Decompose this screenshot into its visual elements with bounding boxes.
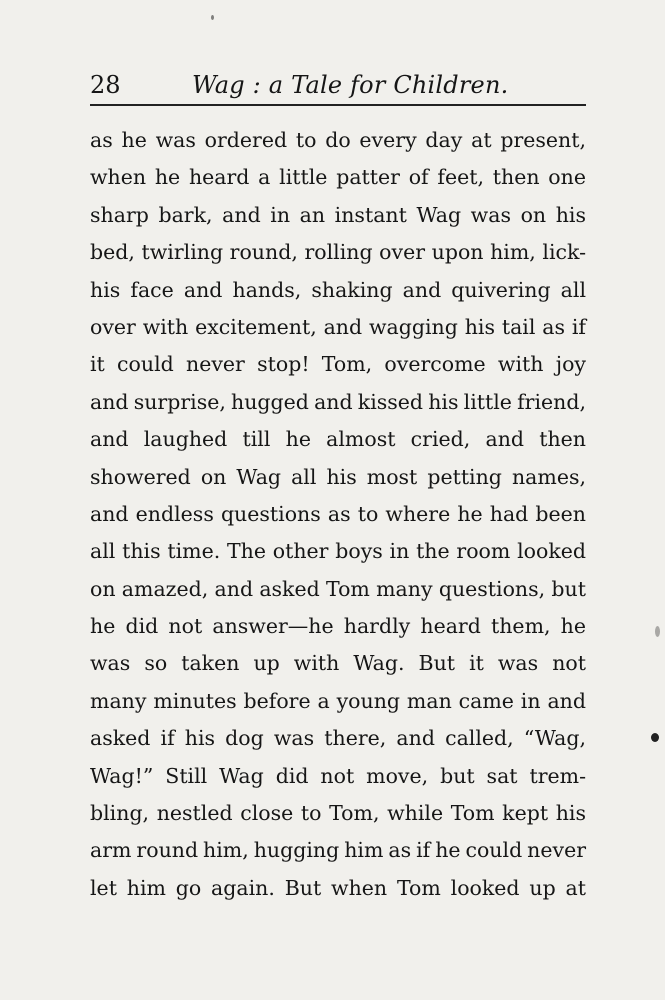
text-line: bling, nestled close to Tom, while Tom kept his xyxy=(90,801,586,826)
text-line: it could never stop! Tom, overcome with joy xyxy=(90,352,586,377)
text-line: and endless questions as to where he had been xyxy=(90,501,586,526)
page-header xyxy=(90,68,586,106)
text-line: on amazed, and asked Tom many questions, but xyxy=(90,576,586,601)
running-title: Wag : a Tale for Children. xyxy=(192,71,509,99)
text-line: arm round him, hugging him as if he could never xyxy=(90,838,586,863)
text-line: when he heard a little patter of feet, then one xyxy=(90,165,586,190)
text-line: his face and hands, shaking and quivering all xyxy=(90,277,586,302)
page-number: 28 xyxy=(90,71,121,99)
text-line: many minutes before a young man came in and xyxy=(90,688,586,713)
text-line: showered on Wag all his most petting names, xyxy=(90,464,586,489)
text-line: let him go again. But when Tom looked up at xyxy=(90,875,586,900)
text-line: was so taken up with Wag. But it was not xyxy=(90,651,586,676)
text-line: as he was ordered to do every day at present, xyxy=(90,128,586,152)
text-line: over with excitement, and wagging his tail as if xyxy=(90,314,586,339)
body-text xyxy=(90,122,586,907)
ink-speck xyxy=(211,15,214,20)
text-line: asked if his dog was there, and called, “Wag, xyxy=(90,726,586,751)
text-line: he did not answer—he hardly heard them, he xyxy=(90,614,586,639)
text-line: and laughed till he almost cried, and then xyxy=(90,427,586,452)
text-line: Wag!” Still Wag did not move, but sat trem- xyxy=(90,763,586,788)
ink-speck xyxy=(655,626,660,637)
text-line: bed, twirling round, rolling over upon him, lick- xyxy=(90,240,586,265)
text-line: and surprise, hugged and kissed his little friend, xyxy=(90,389,586,414)
text-line: sharp bark, and in an instant Wag was on his xyxy=(90,202,586,227)
text-line: all this time. The other boys in the room looked xyxy=(90,539,586,564)
ink-speck xyxy=(651,733,659,742)
